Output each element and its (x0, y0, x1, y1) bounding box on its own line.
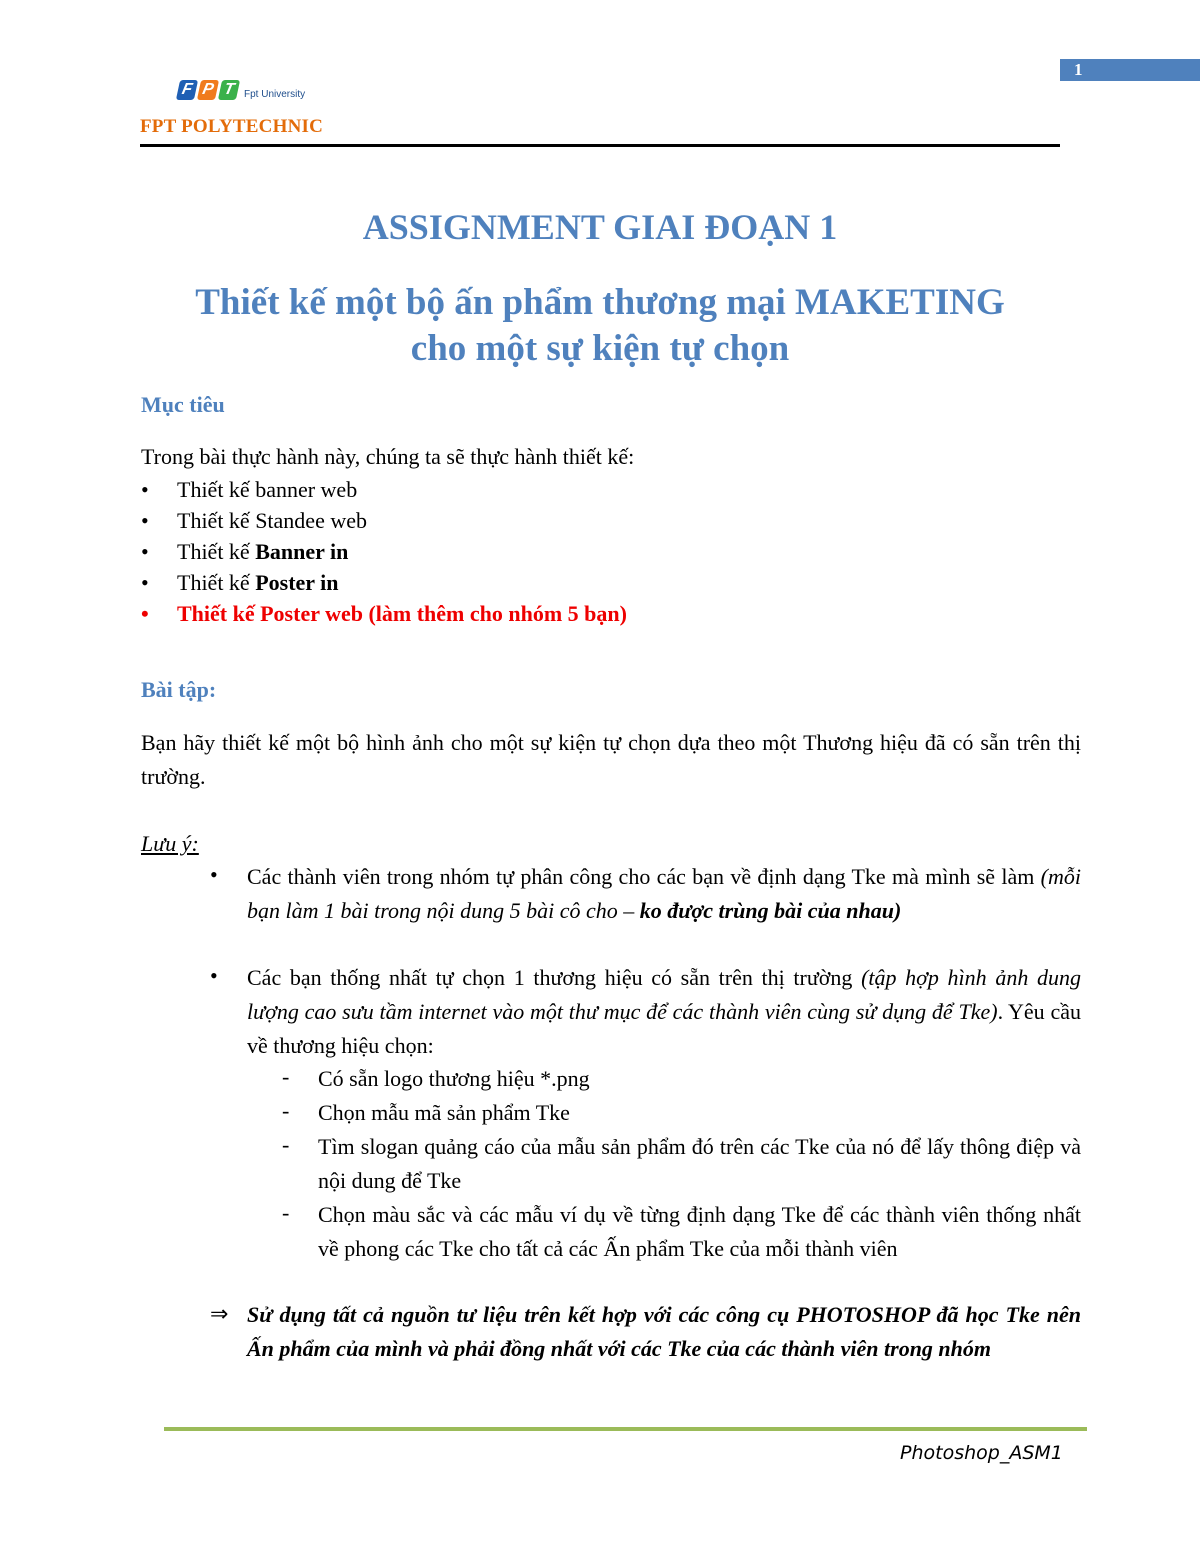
list-item: • Thiết kế Poster web (làm thêm cho nhóm 5 bạn) (141, 601, 627, 627)
footer-divider (164, 1427, 1087, 1431)
logo-letter: P (197, 80, 219, 100)
list-item: • Thiết kế banner web (141, 477, 357, 503)
note-label: Lưu ý: (141, 831, 199, 856)
brand-name: FPT POLYTECHNIC (140, 116, 324, 137)
conclusion: Sử dụng tất cả nguồn tư liệu trên kết hợp với các công cụ PHOTOSHOP đã học Tke nên Ấn phẩm của mình và phải đồng nhất với các Tke của các thành viên trong nhóm (247, 1302, 1081, 1361)
dash: - (282, 1132, 290, 1157)
sub-item: Tìm slogan quảng cáo của mẫu sản phẩm đó trên các Tke của nó để lấy thông điệp và nội dung để Tke (318, 1134, 1081, 1193)
page-number: 1 (1060, 59, 1200, 81)
sub-item: Có sẵn logo thương hiệu *.png (318, 1066, 590, 1091)
note-item: Các thành viên trong nhóm tự phân công cho các bạn về định dạng Tke mà mình sẽ làm (mỗi bạn làm 1 bài trong nội dung 5 bài cô cho – ko được trùng bài của nhau) (247, 864, 1081, 923)
logo-subtitle: Fpt University (244, 89, 306, 100)
subtitle-line: cho một sự kiện tự chọn (410, 328, 790, 369)
logo-letter: F (176, 80, 198, 100)
bullet: • (210, 963, 218, 988)
note-item: Các bạn thống nhất tự chọn 1 thương hiệu có sẵn trên thị trường (tập hợp hình ảnh dung lượng cao sưu tầm internet vào một thư mục để các thành viên cùng sử dụng để Tke). Yêu cầu về thương hiệu chọn: (247, 965, 1081, 1058)
footer-text: Photoshop_ASM1 (900, 1442, 1063, 1464)
list-item: • Thiết kế Banner in (141, 539, 348, 565)
list-item: • Thiết kế Poster in (141, 570, 339, 596)
sub-item: Chọn màu sắc và các mẫu ví dụ về từng định dạng Tke để các thành viên thống nhất về phong các Tke cho tất cả các Ấn phẩm Tke của mỗi thành viên (318, 1202, 1081, 1261)
dash: - (282, 1064, 290, 1089)
sub-item: Chọn mẫu mã sản phẩm Tke (318, 1100, 570, 1125)
list-item: • Thiết kế Standee web (141, 508, 367, 534)
logo-letter: T (218, 80, 240, 100)
objective-heading: Mục tiêu (141, 392, 225, 417)
arrow-icon: ⇒ (210, 1301, 229, 1326)
dash: - (282, 1200, 290, 1225)
exercise-text: Bạn hãy thiết kế một bộ hình ảnh cho một sự kiện tự chọn dựa theo một Thương hiệu đã có sẵn trên thị trường. (141, 730, 1081, 789)
fpt-logo (178, 80, 305, 100)
objective-intro: Trong bài thực hành này, chúng ta sẽ thực hành thiết kế: (141, 444, 635, 469)
exercise-heading: Bài tập: (141, 677, 217, 702)
doc-title: ASSIGNMENT GIAI ĐOẠN 1 (362, 207, 838, 247)
dash: - (282, 1098, 290, 1123)
subtitle-line: Thiết kế một bộ ấn phẩm thương mại MAKETING (195, 282, 1005, 323)
header-divider (140, 144, 1060, 147)
bullet: • (210, 862, 218, 887)
doc-subtitle (0, 280, 1200, 372)
